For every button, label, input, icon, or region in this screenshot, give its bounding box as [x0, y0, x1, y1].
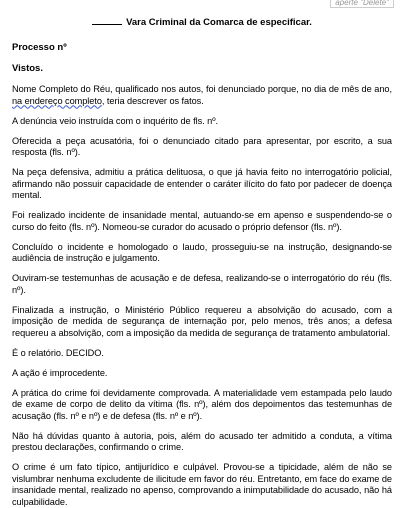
- court-header: [12, 16, 392, 28]
- paragraph: Oferecida a peça acusatória, foi o denunciado citado para apresentar, por escrito, a sua resposta (fls. nº).: [12, 135, 392, 157]
- paragraph: Foi realizado incidente de insanidade mental, autuando-se em apenso e suspendendo-se o curso do feito (fls. nº). Nomeou-se curador do acusado o próprio defensor (fls. nº).: [12, 210, 392, 232]
- paragraph: A denúncia veio instruída com o inquérito de fls. nº.: [12, 115, 219, 126]
- paragraph: Finalizada a instrução, o Ministério Público requereu a absolvição do acusado, com a imposição de medida de segurança de internação por, pelo menos, três anos; a defesa requereu a absolvição, com a imposição da medida de segurança de tratamento ambulatorial.: [12, 304, 392, 338]
- processo-label: Processo nº: [12, 42, 67, 53]
- delete-hint: aperte "Delete": [330, 0, 394, 8]
- address-placeholder[interactable]: na endereço completo: [12, 95, 102, 106]
- paragraph: O crime é um fato típico, antijurídico e culpável. Provou-se a tipicidade, além de não se vislumbrar nenhuma excludente de ilicitude em favor do réu. Entretanto, em face do exame de insanidade mental, realizado no apenso, comprovando a inimputabilidade do acusado, não há culpabilidade.: [12, 462, 392, 507]
- court-title: Vara Criminal da Comarca de especificar.: [126, 17, 312, 28]
- vistos-label: Vistos.: [12, 63, 43, 74]
- blank-field[interactable]: [92, 16, 122, 25]
- paragraph: Ouviram-se testemunhas de acusação e de defesa, realizando-se o interrogatório do réu (fls. nº).: [12, 273, 392, 295]
- paragraph: Não há dúvidas quanto à autoria, pois, além do acusado ter admitido a conduta, a vítima prestou declarações, confirmando o crime.: [12, 430, 392, 452]
- paragraph: Na peça defensiva, admitiu a prática delituosa, o que já havia feito no interrogatório policial, afirmando não possuir capacidade de entender o caráter ilícito do fato por padecer de doença mental.: [12, 167, 392, 200]
- paragraph: A ação é improcedente.: [12, 367, 108, 378]
- paragraph: A prática do crime foi devidamente comprovada. A materialidade vem estampada pelo laudo de exame de corpo de delito da vítima (fls. nº), além dos depoimentos das testemunhas de acusação (fls. nº e nº) e de defesa (fls. nº e nº).: [12, 387, 392, 421]
- paragraph-1: Nome Completo do Réu, qualificado nos autos, foi denunciado porque, no dia de mês de ano, na endereço completo, teria descrever os fatos.: [12, 84, 392, 106]
- paragraph: Concluído o incidente e homologado o laudo, prosseguiu-se na instrução, designando-se audiência de instrução e julgamento.: [12, 241, 392, 263]
- paragraph: É o relatório. DECIDO.: [12, 347, 104, 358]
